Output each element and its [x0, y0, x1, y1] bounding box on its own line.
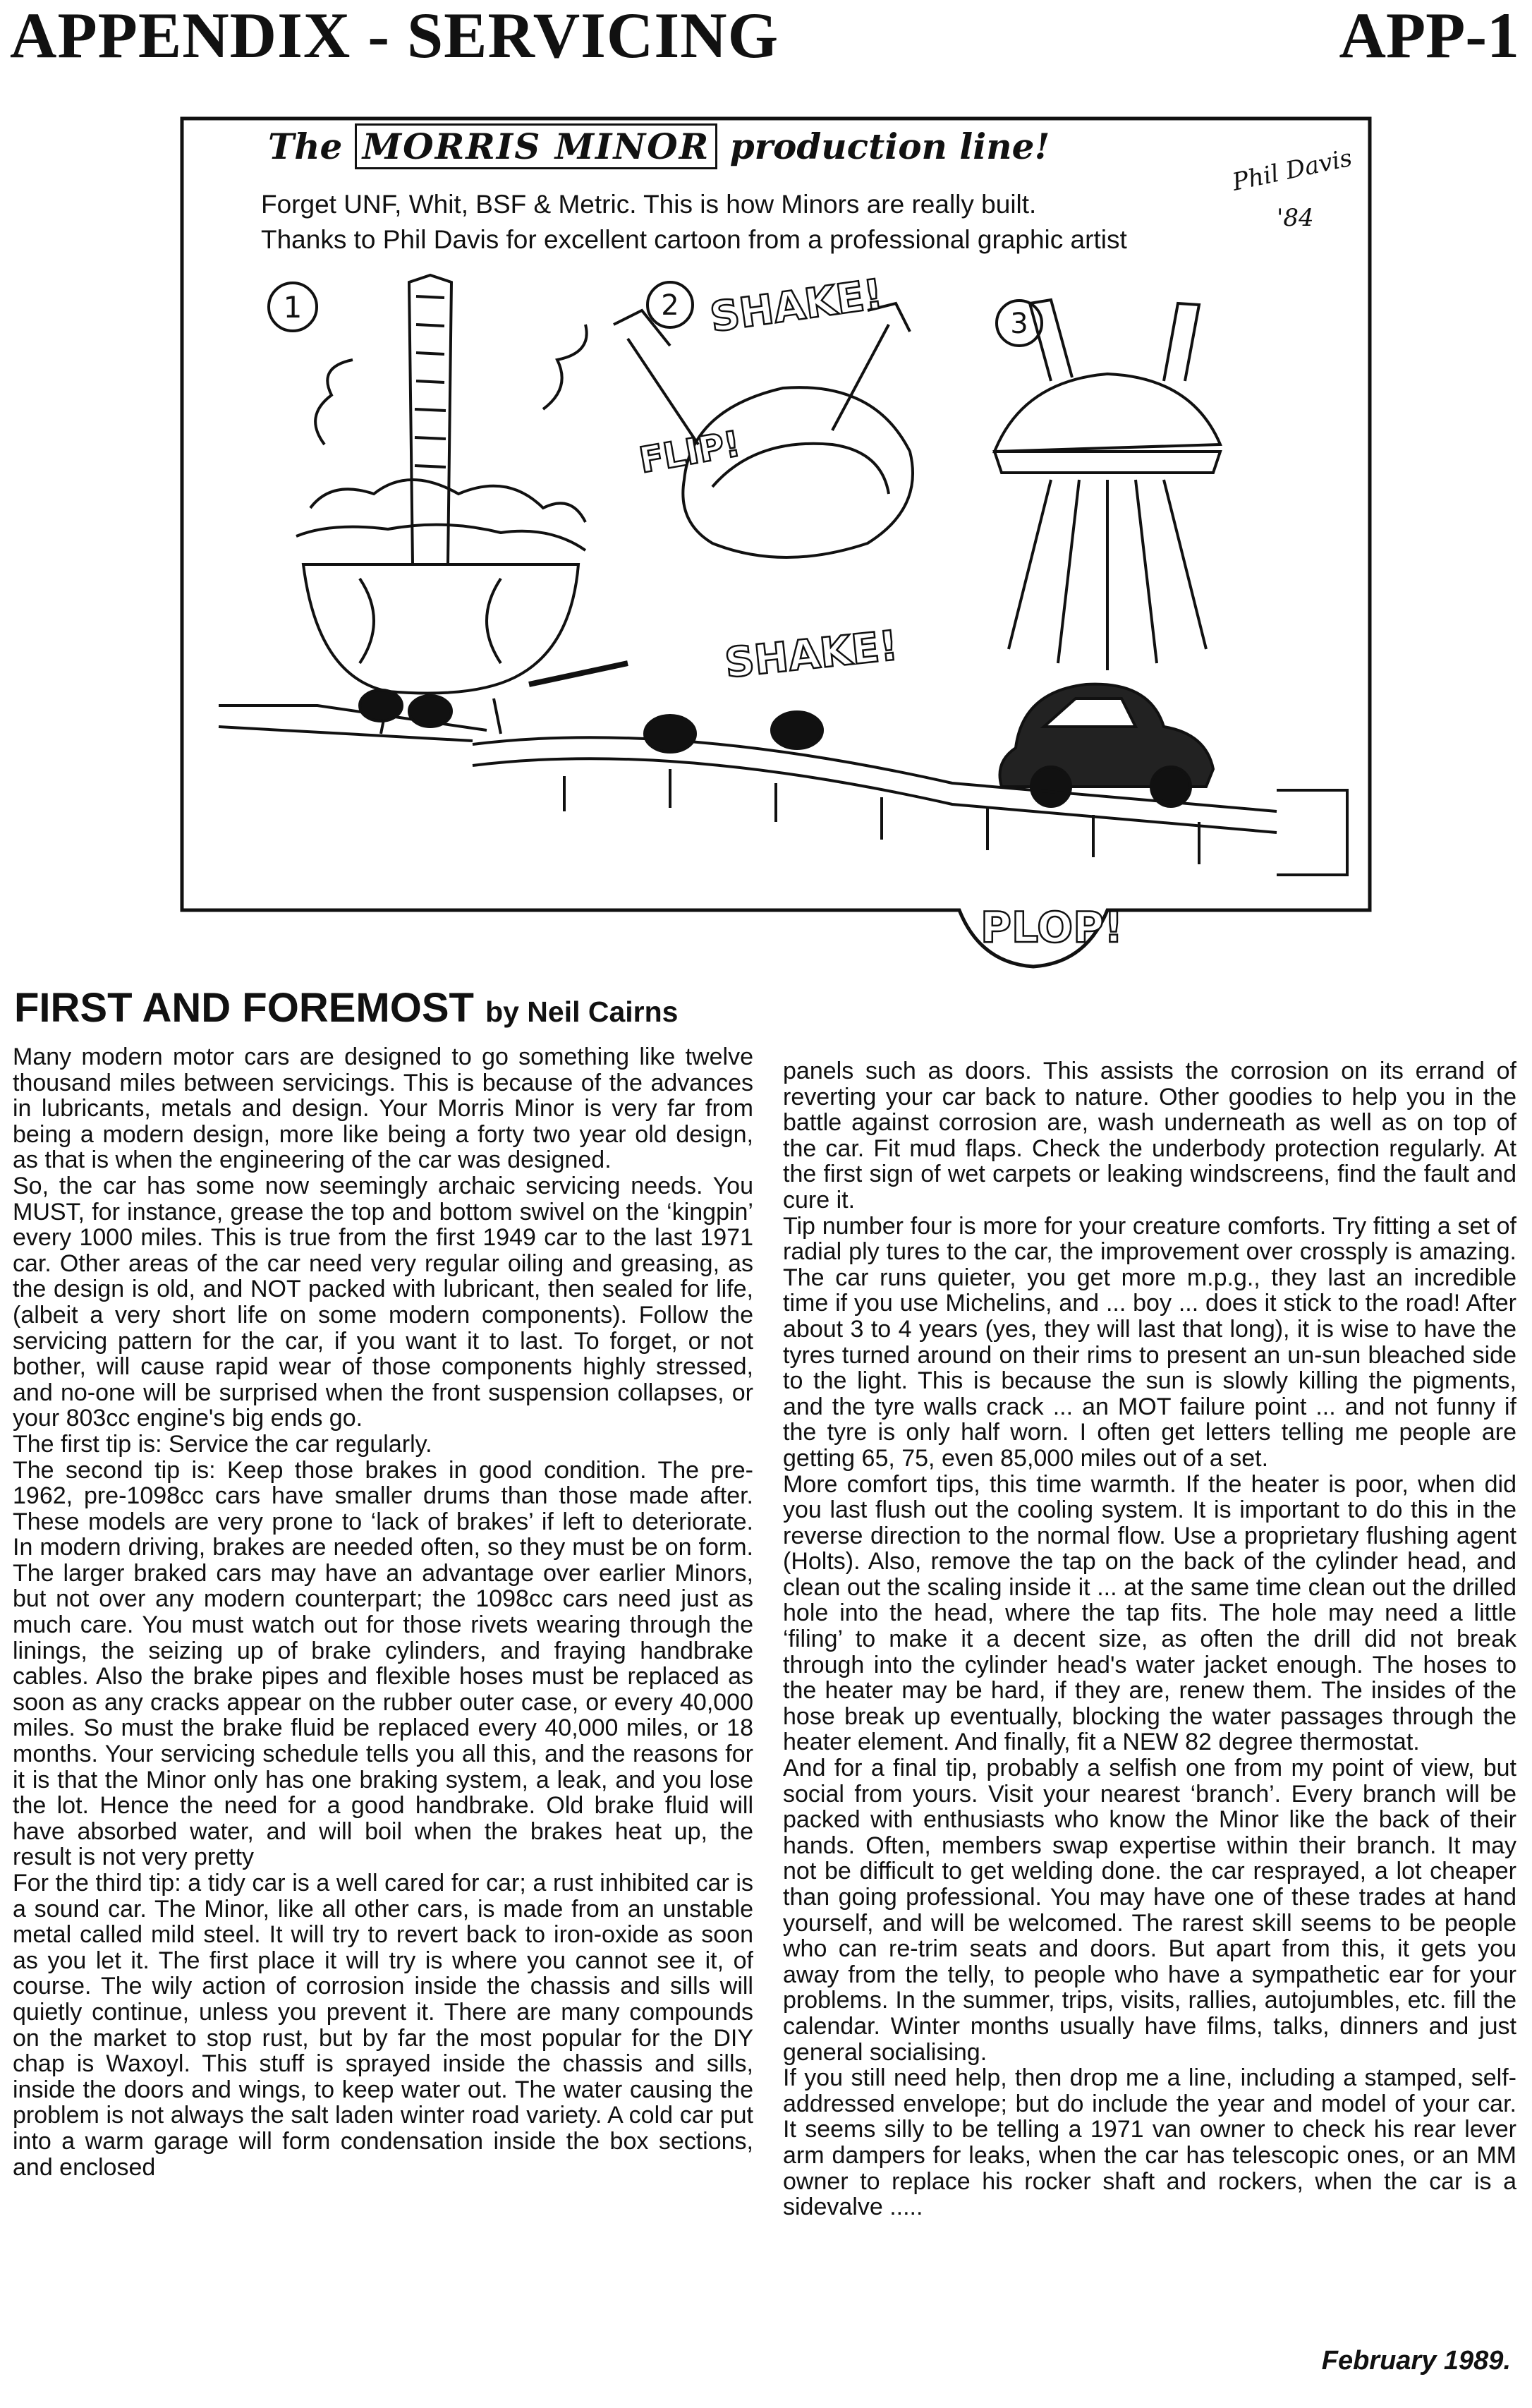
cartoon-illustration	[176, 113, 1375, 970]
paragraph: Many modern motor cars are designed to go something like twelve thousand miles between servicings. This is because of the advances in lubricants, metals and design. Your Morris Minor is very far from being a modern design, more like being a forty two year old design, as that is when the engineering of the car was designed.	[13, 1043, 753, 1174]
car-body-flip	[614, 303, 913, 557]
paragraph: So, the car has some now seemingly archaic servicing needs. You MUST, for instance, grease the top and bottom swivel on the ‘kingpin’ every 1000 miles. This is true from the first 1949 car to the last 1971 car. Other areas of the car need very regular oiling and greasing, as the design is old, and NOT packed with lubricant, then sealed for life, (albeit a very short life on some modern components). Follow the servicing pattern for the car, if you want it to last. To forget, or not bother, will cause rapid wear of those components highly stressed, and no-one will be surprised when the front suspension collapses, or your 803cc engine's big ends go.	[13, 1172, 753, 1432]
press-machine-left	[296, 275, 628, 734]
page-number: APP-1	[1339, 0, 1519, 71]
cartoon-title-suffix: production line!	[729, 126, 1050, 167]
issue-date: February 1989.	[1321, 2346, 1511, 2376]
article-headline: FIRST AND FOREMOST	[14, 985, 474, 1031]
paragraph: panels such as doors. This assists the corrosion on its errand of reverting your car back to nature. Other goodies to help you in the battle against corrosion are, wash underneath as well as on top of the car. Fit mud flaps. Check the underbody protection regularly. At the first sign of wet carpets or leaking windscreens, find the fault and cure it.	[783, 1058, 1516, 1214]
artist-signature-year: '84	[1277, 204, 1314, 232]
paragraph: If you still need help, then drop me a line, including a stamped, self-addressed envelope; but do include the year and model of your car. It seems silly to be telling a 1971 van owner to check his rear lever arm dampers for leaks, when the car has telescopic ones, or an MM owner to replace his rocker shaft and rockers, when the car is a sidevalve .....	[783, 2064, 1516, 2221]
article-title	[14, 984, 679, 1031]
page-title: APPENDIX - SERVICING	[10, 0, 779, 71]
article-column-left	[13, 1044, 753, 2180]
paragraph: For the third tip: a tidy car is a well cared for car; a rust inhibited car is a sound car. The Minor, like all other cars, is made from an unstable metal called mild steel. It will try to revert back to iron-oxide as soon as you let it. The first place it will try is where you cannot see it, of course. The wily action of corrosion inside the chassis and sills will quietly continue, unless you prevent it. There are many compounds on the market to stop rust, but by far the most popular for the DIY chap is Waxoyl. This stuff is sprayed inside the chassis and sills, inside the doors and wings, to keep water out. The water causing the problem is not always the salt laden winter road variety. A cold car put into a warm garage will form condensation inside the box sections, and enclosed	[13, 1870, 753, 2181]
press-machine-right	[995, 300, 1220, 670]
paragraph: Tip number four is more for your creature comforts. Try fitting a set of radial ply tures to the car, the improvement over crossply is amazing. The car runs quieter, you get more m.p.g., they last an incredible time if you use Michelins, and ... boy ... does it stick to the road! After about 3 to 4 years (yes, they will last that long), it is wise to have the tyres turned around on their rims to present an un-sun bleached side to the light. This is because the sun is slowly killing the pigments, and the tyre walls crack ... an MOT failure point ... and not funny if the tyre is only half worn. I often get letters telling me people are getting 65, 75, even 85,000 miles out of a set.	[783, 1212, 1516, 1472]
cartoon-brand: MORRIS MINOR	[355, 123, 717, 169]
cartoon-caption	[261, 187, 1127, 258]
cartoon-caption-line-2: Thanks to Phil Davis for excellent cartoon from a professional graphic artist	[261, 225, 1127, 254]
article-byline: by Neil Cairns	[485, 996, 679, 1028]
paragraph: More comfort tips, this time warmth. If the heater is poor, when did you last flush out the cooling system. It is important to do this in the reverse direction to the normal flow. Use a proprietary flushing agent (Holts). Also, remove the tap on the back of the cylinder head, and clean out the scaling inside it ... at the same time clean out the drilled hole into the head, where the tap fits. The hole may need a little ‘filing’ to make it a decent size, as often the drill did not break through into the cylinder head's water jacket enough. The hoses to the heater may be hard, if they are, renew them. The insides of the hose break up eventually, blocking the water passages through the heater element. And finally, fit a NEW 82 degree thermostat.	[783, 1470, 1516, 1756]
cartoon-title-prefix: The	[268, 126, 343, 167]
sfx-shake-1: SHAKE!	[707, 270, 886, 341]
paragraph: The first tip is: Service the car regularly.	[13, 1430, 432, 1458]
article-column-right	[783, 1058, 1516, 2220]
paragraph: The second tip is: Keep those brakes in good condition. The pre-1962, pre-1098cc cars have smaller drums than those made after. These models are very prone to ‘lack of brakes’ if left to deteriorate. In modern driving, brakes are needed often, so they must be on form. The larger braked cars may have an advantage over earlier Minors, but not over any modern counterpart; the 1098cc cars need just as much care. You must watch out for those rivets wearing through the linings, the seizing up of brake cylinders, and fraying handbrake cables. Also the brake pipes and flexible hoses must be replaced as soon as any cracks appear on the rubber outer case, or every 40,000 miles. So must the brake fluid be replaced every 40,000 miles, or 18 months. Your servicing schedule tells you all this, and the reasons for it is that the Minor only has one braking system, a leak, and you lose the lot. Hence the need for a good handbrake. Old brake fluid will have absorbed water, and will boil when the brakes heat up, the result is not very pretty	[13, 1456, 753, 1871]
paragraph: And for a final tip, probably a selfish one from my point of view, but social from yours. Visit your nearest ‘branch’. Every branch will be packed with enthusiasts who know the Minor like the back of their hands. Often, members swap expertise within their branch. It may not be difficult to get welding done. the car resprayed, a lot cheaper than going professional. You may have one of these trades at hand yourself, and will be welcomed. The rarest skill seems to be people who can re-trim seats and doors. But apart from this, it gets you away from the telly, to people who have a sympathetic ear for your problems. In the summer, trips, visits, rallies, autojumbles, etc. fill the calendar. Winter months usually have films, talks, dinners and just general socialising.	[783, 1755, 1516, 2066]
step-label-1: 1	[283, 290, 303, 325]
finished-car	[1000, 684, 1214, 806]
sfx-plop: PLOP!	[980, 903, 1124, 952]
step-label-3: 3	[1010, 308, 1028, 340]
wheels	[360, 690, 822, 752]
page-header	[10, 0, 1519, 78]
cartoon-caption-line-1: Forget UNF, Whit, BSF & Metric. This is how Minors are really built.	[261, 190, 1037, 219]
artist-signature-name: Phil Davis	[1229, 143, 1355, 197]
sfx-flip: FLIP!	[636, 423, 743, 481]
cartoon-title	[268, 126, 1050, 167]
sfx-shake-2: SHAKE!	[722, 621, 901, 687]
step-label-2: 2	[661, 289, 679, 322]
